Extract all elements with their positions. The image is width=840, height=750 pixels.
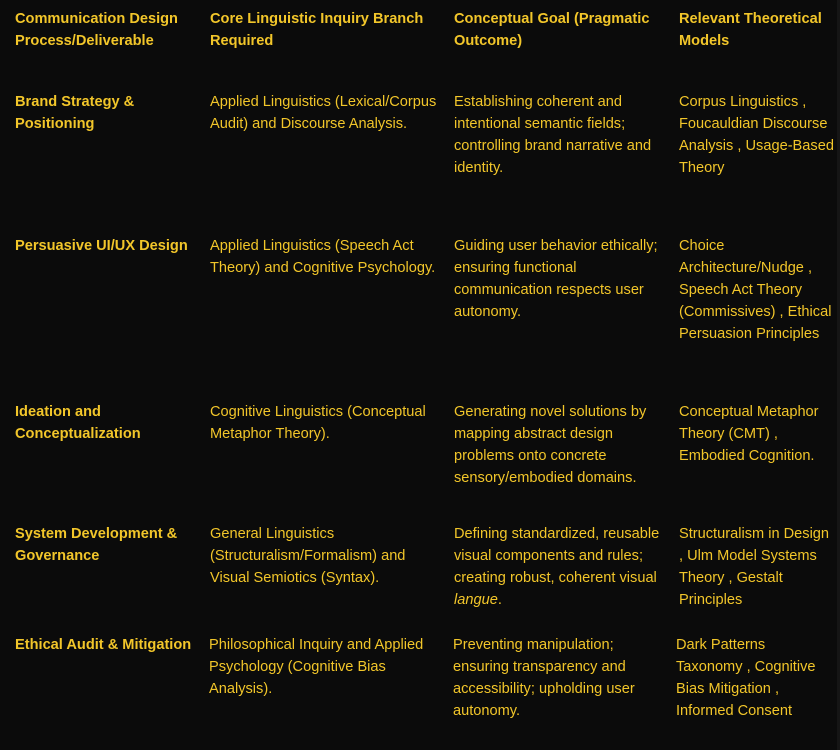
header-models: Relevant Theoretical Models: [679, 11, 822, 49]
row-branch: Applied Linguistics (Lexical/Corpus Audit) and Discourse Analysis.: [210, 94, 437, 132]
header-goal: Conceptual Goal (Pragmatic Outcome): [454, 11, 650, 49]
row-goal: Generating novel solutions by mapping abstract design problems onto concrete sensory/embodied domains.: [454, 404, 647, 486]
row-goal: Establishing coherent and intentional semantic fields; controlling brand narrative and identity.: [454, 94, 652, 176]
row-process: Ethical Audit & Mitigation: [15, 637, 192, 653]
row-models: Dark Patterns Taxonomy , Cognitive Bias Mitigation , Informed Consent: [676, 637, 816, 719]
row-models: Conceptual Metaphor Theory (CMT) , Embodied Cognition.: [679, 404, 819, 464]
header-branch: Core Linguistic Inquiry Branch Required: [210, 11, 424, 49]
row-branch: General Linguistics (Structuralism/Formalism) and Visual Semiotics (Syntax).: [210, 526, 406, 586]
row-branch: Cognitive Linguistics (Conceptual Metaphor Theory).: [210, 404, 426, 442]
row-goal: Preventing manipulation; ensuring transparency and accessibility; upholding user autonomy.: [453, 637, 635, 719]
goal-end: .: [497, 592, 502, 608]
goal-text: Defining standardized, reusable visual components and rules; creating robust, coherent visual: [454, 526, 660, 586]
row-process: Brand Strategy & Positioning: [15, 94, 135, 132]
row-goal: Guiding user behavior ethically; ensuring functional communication respects user autonomy.: [454, 238, 658, 320]
row-goal: [454, 523, 669, 611]
row-models: Corpus Linguistics , Foucauldian Discourse Analysis , Usage-Based Theory: [679, 94, 834, 176]
header-process: Communication Design Process/Deliverable: [15, 11, 178, 49]
goal-italic-term: langue: [454, 592, 498, 608]
row-process: Ideation and Conceptualization: [15, 404, 141, 442]
row-models: Structuralism in Design , Ulm Model Systems Theory , Gestalt Principles: [679, 526, 830, 608]
row-process: Persuasive UI/UX Design: [15, 238, 188, 254]
row-models: Choice Architecture/Nudge , Speech Act Theory (Commissives) , Ethical Persuasion Principles: [679, 238, 832, 342]
row-branch: Applied Linguistics (Speech Act Theory) and Cognitive Psychology.: [210, 238, 436, 276]
row-branch: Philosophical Inquiry and Applied Psychology (Cognitive Bias Analysis).: [209, 637, 424, 697]
row-process: System Development & Governance: [15, 526, 178, 564]
